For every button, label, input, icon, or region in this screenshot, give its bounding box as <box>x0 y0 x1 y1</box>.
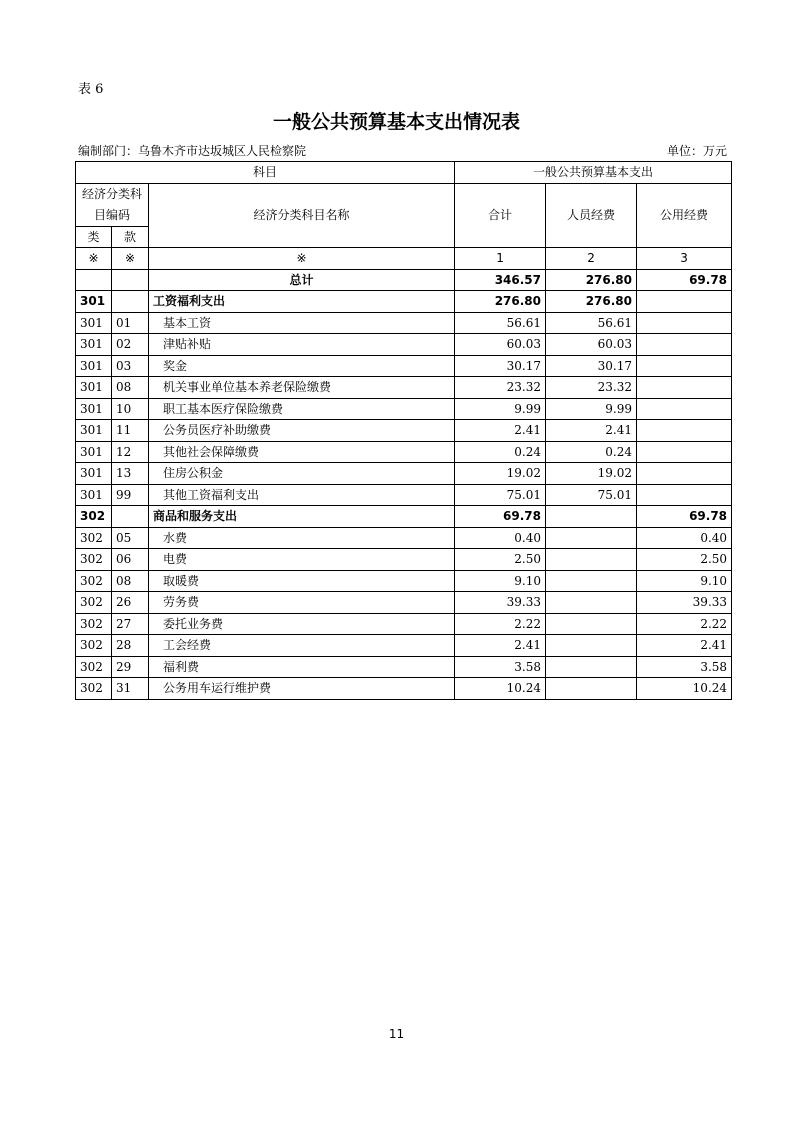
table-row <box>76 377 732 399</box>
total-personnel: 276.80 <box>546 269 637 291</box>
table-row <box>76 420 732 442</box>
row-kuan: 11 <box>112 420 149 442</box>
total-label: 总计 <box>149 269 455 291</box>
row-personnel: 23.32 <box>546 377 637 399</box>
row-lei: 302 <box>76 527 112 549</box>
table-row <box>76 656 732 678</box>
row-total: 10.24 <box>455 678 546 700</box>
row-public <box>637 441 732 463</box>
row-total: 3.58 <box>455 656 546 678</box>
row-name: 基本工资 <box>149 312 455 334</box>
row-personnel <box>546 592 637 614</box>
row-lei: 302 <box>76 656 112 678</box>
row-personnel <box>546 527 637 549</box>
row-personnel: 2.41 <box>546 420 637 442</box>
row-public: 2.41 <box>637 635 732 657</box>
row-kuan: 13 <box>112 463 149 485</box>
header-subject: 科目 <box>76 162 455 184</box>
budget-table <box>75 161 732 700</box>
page-number: 11 <box>388 1027 405 1041</box>
row-name: 公务用车运行维护费 <box>149 678 455 700</box>
row-name: 其他工资福利支出 <box>149 484 455 506</box>
row-public: 2.22 <box>637 613 732 635</box>
total-public: 69.78 <box>637 269 732 291</box>
row-total: 2.50 <box>455 549 546 571</box>
row-personnel: 56.61 <box>546 312 637 334</box>
header-name: 经济分类科目名称 <box>149 183 455 248</box>
header-personnel: 人员经费 <box>546 183 637 248</box>
table-row <box>76 549 732 571</box>
table-row <box>76 527 732 549</box>
row-name: 电费 <box>149 549 455 571</box>
table-row <box>76 291 732 313</box>
row-total: 69.78 <box>455 506 546 528</box>
table-row <box>76 398 732 420</box>
row-personnel: 19.02 <box>546 463 637 485</box>
row-public: 69.78 <box>637 506 732 528</box>
row-lei: 302 <box>76 506 112 528</box>
unit-label: 单位：万元 <box>666 144 727 158</box>
row-total: 39.33 <box>455 592 546 614</box>
total-row <box>76 269 732 291</box>
row-name: 津贴补贴 <box>149 334 455 356</box>
row-public: 3.58 <box>637 656 732 678</box>
row-kuan: 27 <box>112 613 149 635</box>
row-kuan: 26 <box>112 592 149 614</box>
table-row <box>76 355 732 377</box>
row-total: 56.61 <box>455 312 546 334</box>
table-row <box>76 506 732 528</box>
row-personnel <box>546 570 637 592</box>
header-mark-kuan: ※ <box>112 248 149 270</box>
row-name: 福利费 <box>149 656 455 678</box>
row-total: 75.01 <box>455 484 546 506</box>
row-lei: 302 <box>76 678 112 700</box>
row-lei: 301 <box>76 420 112 442</box>
row-lei: 302 <box>76 570 112 592</box>
row-personnel <box>546 506 637 528</box>
row-total: 60.03 <box>455 334 546 356</box>
row-public <box>637 312 732 334</box>
row-kuan: 99 <box>112 484 149 506</box>
row-total: 23.32 <box>455 377 546 399</box>
row-personnel: 30.17 <box>546 355 637 377</box>
table-row <box>76 635 732 657</box>
row-total: 9.10 <box>455 570 546 592</box>
table-row <box>76 312 732 334</box>
row-public: 0.40 <box>637 527 732 549</box>
row-kuan: 31 <box>112 678 149 700</box>
row-total: 2.41 <box>455 635 546 657</box>
row-name: 其他社会保障缴费 <box>149 441 455 463</box>
row-name: 劳务费 <box>149 592 455 614</box>
table-number: 表 6 <box>78 82 104 97</box>
header-lei: 类 <box>76 226 112 248</box>
row-personnel <box>546 549 637 571</box>
total-total: 346.57 <box>455 269 546 291</box>
row-personnel <box>546 656 637 678</box>
row-kuan: 01 <box>112 312 149 334</box>
row-lei: 301 <box>76 377 112 399</box>
row-personnel <box>546 613 637 635</box>
header-col-2: 2 <box>546 248 637 270</box>
row-personnel: 75.01 <box>546 484 637 506</box>
row-personnel: 276.80 <box>546 291 637 313</box>
row-public <box>637 355 732 377</box>
row-public <box>637 291 732 313</box>
table-row <box>76 613 732 635</box>
header-mark-name: ※ <box>149 248 455 270</box>
row-public: 9.10 <box>637 570 732 592</box>
row-personnel: 0.24 <box>546 441 637 463</box>
row-name: 工资福利支出 <box>149 291 455 313</box>
row-kuan <box>112 291 149 313</box>
row-name: 机关事业单位基本养老保险缴费 <box>149 377 455 399</box>
row-lei: 301 <box>76 463 112 485</box>
row-public <box>637 398 732 420</box>
header-kuan: 款 <box>112 226 149 248</box>
row-kuan: 05 <box>112 527 149 549</box>
row-lei: 302 <box>76 613 112 635</box>
table-row <box>76 334 732 356</box>
row-kuan: 08 <box>112 570 149 592</box>
header-col-1: 1 <box>455 248 546 270</box>
row-kuan: 03 <box>112 355 149 377</box>
header-col-3: 3 <box>637 248 732 270</box>
row-personnel <box>546 678 637 700</box>
row-kuan: 08 <box>112 377 149 399</box>
row-public <box>637 420 732 442</box>
row-kuan <box>112 506 149 528</box>
row-kuan: 12 <box>112 441 149 463</box>
row-name: 取暖费 <box>149 570 455 592</box>
row-personnel: 60.03 <box>546 334 637 356</box>
row-total: 276.80 <box>455 291 546 313</box>
row-public <box>637 484 732 506</box>
row-total: 9.99 <box>455 398 546 420</box>
row-total: 30.17 <box>455 355 546 377</box>
row-lei: 301 <box>76 441 112 463</box>
row-name: 委托业务费 <box>149 613 455 635</box>
header-public: 公用经费 <box>637 183 732 248</box>
row-name: 住房公积金 <box>149 463 455 485</box>
table-row <box>76 592 732 614</box>
header-code: 经济分类科目编码 <box>76 183 149 226</box>
row-lei: 302 <box>76 592 112 614</box>
table-row <box>76 678 732 700</box>
row-total: 0.24 <box>455 441 546 463</box>
table-row <box>76 463 732 485</box>
row-total: 2.41 <box>455 420 546 442</box>
header-mark-lei: ※ <box>76 248 112 270</box>
row-kuan: 10 <box>112 398 149 420</box>
header-group: 一般公共预算基本支出 <box>455 162 732 184</box>
row-name: 工会经费 <box>149 635 455 657</box>
table-row <box>76 484 732 506</box>
row-lei: 302 <box>76 549 112 571</box>
table-row <box>76 570 732 592</box>
table-row <box>76 441 732 463</box>
row-lei: 301 <box>76 291 112 313</box>
row-name: 商品和服务支出 <box>149 506 455 528</box>
row-kuan: 06 <box>112 549 149 571</box>
row-lei: 301 <box>76 334 112 356</box>
row-name: 公务员医疗补助缴费 <box>149 420 455 442</box>
row-public: 2.50 <box>637 549 732 571</box>
department-label: 编制部门：乌鲁木齐市达坂城区人民检察院 <box>78 144 307 158</box>
row-public: 39.33 <box>637 592 732 614</box>
row-public <box>637 463 732 485</box>
header-total: 合计 <box>455 183 546 248</box>
row-kuan: 02 <box>112 334 149 356</box>
row-name: 水费 <box>149 527 455 549</box>
row-public <box>637 334 732 356</box>
row-kuan: 29 <box>112 656 149 678</box>
page-title: 一般公共预算基本支出情况表 <box>272 111 520 133</box>
row-lei: 301 <box>76 355 112 377</box>
row-public <box>637 377 732 399</box>
row-public: 10.24 <box>637 678 732 700</box>
row-lei: 302 <box>76 635 112 657</box>
row-total: 2.22 <box>455 613 546 635</box>
row-personnel: 9.99 <box>546 398 637 420</box>
row-total: 19.02 <box>455 463 546 485</box>
row-kuan: 28 <box>112 635 149 657</box>
row-lei: 301 <box>76 484 112 506</box>
row-name: 奖金 <box>149 355 455 377</box>
row-total: 0.40 <box>455 527 546 549</box>
row-lei: 301 <box>76 312 112 334</box>
row-lei: 301 <box>76 398 112 420</box>
row-name: 职工基本医疗保险缴费 <box>149 398 455 420</box>
row-personnel <box>546 635 637 657</box>
